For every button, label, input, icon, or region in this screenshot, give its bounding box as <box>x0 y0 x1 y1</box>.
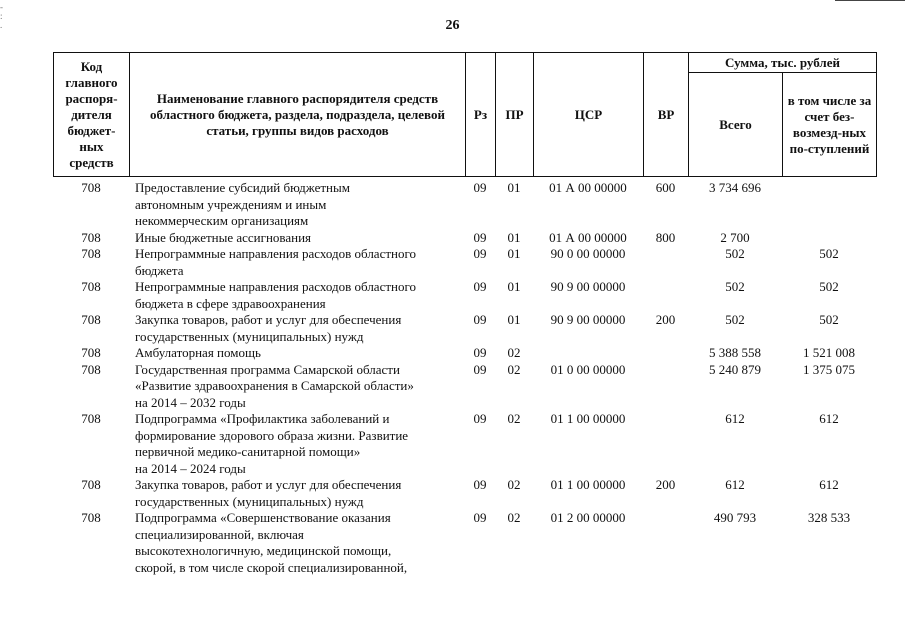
table-row <box>53 312 876 345</box>
cell-rz: 09 <box>473 411 487 426</box>
cell-name: Подпрограмма «Профилактика заболеваний и формирование здорового образа жизни. Развитие первичной медико-санитарной помощи» на 2014 – 2024 годы <box>135 411 409 476</box>
cell-total: 612 <box>725 411 745 426</box>
header-code: Код главного распоря-дителя бюджет-ных средств <box>54 53 130 177</box>
cell-name: Подпрограмма «Совершенствование оказания специализированной, включая высокотехнологичную, медицинской помощи, скорой, в том числе скорой специализированной, <box>135 510 408 575</box>
header-pr: ПР <box>496 53 534 177</box>
header-free: в том числе за счет без-возмезд-ных по-ступлений <box>783 73 877 177</box>
cell-name: Иные бюджетные ассигнования <box>135 229 312 245</box>
cell-pr: 02 <box>507 345 521 360</box>
cell-rz: 09 <box>473 510 487 525</box>
cell-rz: 09 <box>473 345 487 360</box>
cell-free: 502 <box>819 246 839 261</box>
cell-total: 502 <box>725 312 745 327</box>
cell-csr: 01 1 00 00000 <box>550 477 626 492</box>
cell-csr: 01 0 00 00000 <box>550 361 626 377</box>
table-row <box>53 180 876 230</box>
cell-code: 708 <box>81 477 101 492</box>
cell-pr: 02 <box>507 361 521 377</box>
cell-name: Непрограммные направления расходов областного бюджета в сфере здравоохранения <box>135 279 416 311</box>
cell-name: Закупка товаров, работ и услуг для обеспечения государственных (муниципальных) нужд <box>135 477 402 509</box>
cell-vr: 200 <box>655 477 676 492</box>
cell-csr: 01 А 00 00000 <box>549 229 627 245</box>
header-rz: Рз <box>466 53 496 177</box>
cell-total: 5 240 879 <box>709 361 761 377</box>
table-row <box>53 345 876 362</box>
scan-edge-mark: - : . <box>0 2 3 30</box>
cell-total: 490 793 <box>713 510 757 525</box>
cell-rz: 09 <box>473 229 487 245</box>
cell-vr: 200 <box>655 312 676 327</box>
cell-rz: 09 <box>473 361 487 377</box>
cell-total: 5 388 558 <box>709 345 761 360</box>
cell-total: 2 700 <box>720 229 750 245</box>
table-row <box>53 477 876 510</box>
table-row <box>53 246 876 279</box>
cell-free: 1 521 008 <box>803 345 855 360</box>
cell-code: 708 <box>81 279 101 294</box>
top-edge-line <box>835 0 905 1</box>
cell-csr: 90 0 00 00000 <box>550 246 626 261</box>
cell-code: 708 <box>81 312 101 327</box>
cell-csr: 90 9 00 00000 <box>550 279 626 294</box>
cell-free: 1 375 075 <box>803 361 855 377</box>
cell-free: 328 533 <box>807 510 851 525</box>
cell-rz: 09 <box>473 477 487 492</box>
table-row <box>53 411 876 477</box>
table-row <box>53 279 876 312</box>
header-name: Наименование главного распорядителя средств областного бюджета, раздела, подраздела, целевой статьи, группы видов расходов <box>130 53 466 177</box>
cell-vr: 600 <box>655 180 676 195</box>
cell-rz: 09 <box>473 279 487 294</box>
table-header <box>53 52 877 177</box>
cell-vr: 800 <box>655 229 676 245</box>
cell-code: 708 <box>81 510 101 525</box>
cell-pr: 01 <box>507 312 521 327</box>
cell-name: Предоставление субсидий бюджетным автономным учреждениям и иным некоммерческим организациям <box>135 180 350 228</box>
table-row <box>53 230 876 247</box>
cell-free: 612 <box>819 477 839 492</box>
header-vr: ВР <box>644 53 689 177</box>
cell-pr: 01 <box>507 246 521 261</box>
cell-rz: 09 <box>473 246 487 261</box>
cell-pr: 02 <box>507 411 521 426</box>
cell-free: 502 <box>819 312 839 327</box>
cell-name: Непрограммные направления расходов областного бюджета <box>135 246 416 278</box>
cell-rz: 09 <box>473 312 487 327</box>
cell-total: 612 <box>725 477 745 492</box>
cell-csr: 90 9 00 00000 <box>550 312 626 327</box>
cell-pr: 01 <box>507 180 521 195</box>
cell-csr: 01 1 00 00000 <box>550 411 626 426</box>
cell-pr: 01 <box>507 229 521 245</box>
table-row <box>53 362 876 412</box>
table-row <box>53 510 876 576</box>
cell-free: 612 <box>819 411 839 426</box>
cell-name: Амбулаторная помощь <box>135 345 261 360</box>
cell-csr: 01 2 00 00000 <box>550 510 626 525</box>
cell-total: 502 <box>725 246 745 261</box>
cell-name: Государственная программа Самарской области «Развитие здравоохранения в Самарской области» на 2014 – 2032 годы <box>135 361 414 410</box>
header-sum: Сумма, тыс. рублей <box>689 53 877 73</box>
table-body <box>53 180 876 576</box>
header-csr: ЦСР <box>534 53 644 177</box>
cell-rz: 09 <box>473 180 487 195</box>
cell-total: 3 734 696 <box>709 180 761 195</box>
cell-name: Закупка товаров, работ и услуг для обеспечения государственных (муниципальных) нужд <box>135 312 402 344</box>
cell-pr: 02 <box>507 510 521 525</box>
cell-code: 708 <box>81 361 101 377</box>
cell-code: 708 <box>81 411 101 426</box>
page-number: 26 <box>445 18 460 33</box>
cell-pr: 02 <box>507 477 521 492</box>
cell-code: 708 <box>81 229 101 245</box>
cell-free: 502 <box>819 279 839 294</box>
cell-code: 708 <box>81 246 101 261</box>
cell-code: 708 <box>81 180 101 195</box>
header-total: Всего <box>689 73 783 177</box>
cell-csr: 01 А 00 00000 <box>549 180 627 195</box>
cell-total: 502 <box>725 279 745 294</box>
cell-code: 708 <box>81 345 101 360</box>
cell-pr: 01 <box>507 279 521 294</box>
